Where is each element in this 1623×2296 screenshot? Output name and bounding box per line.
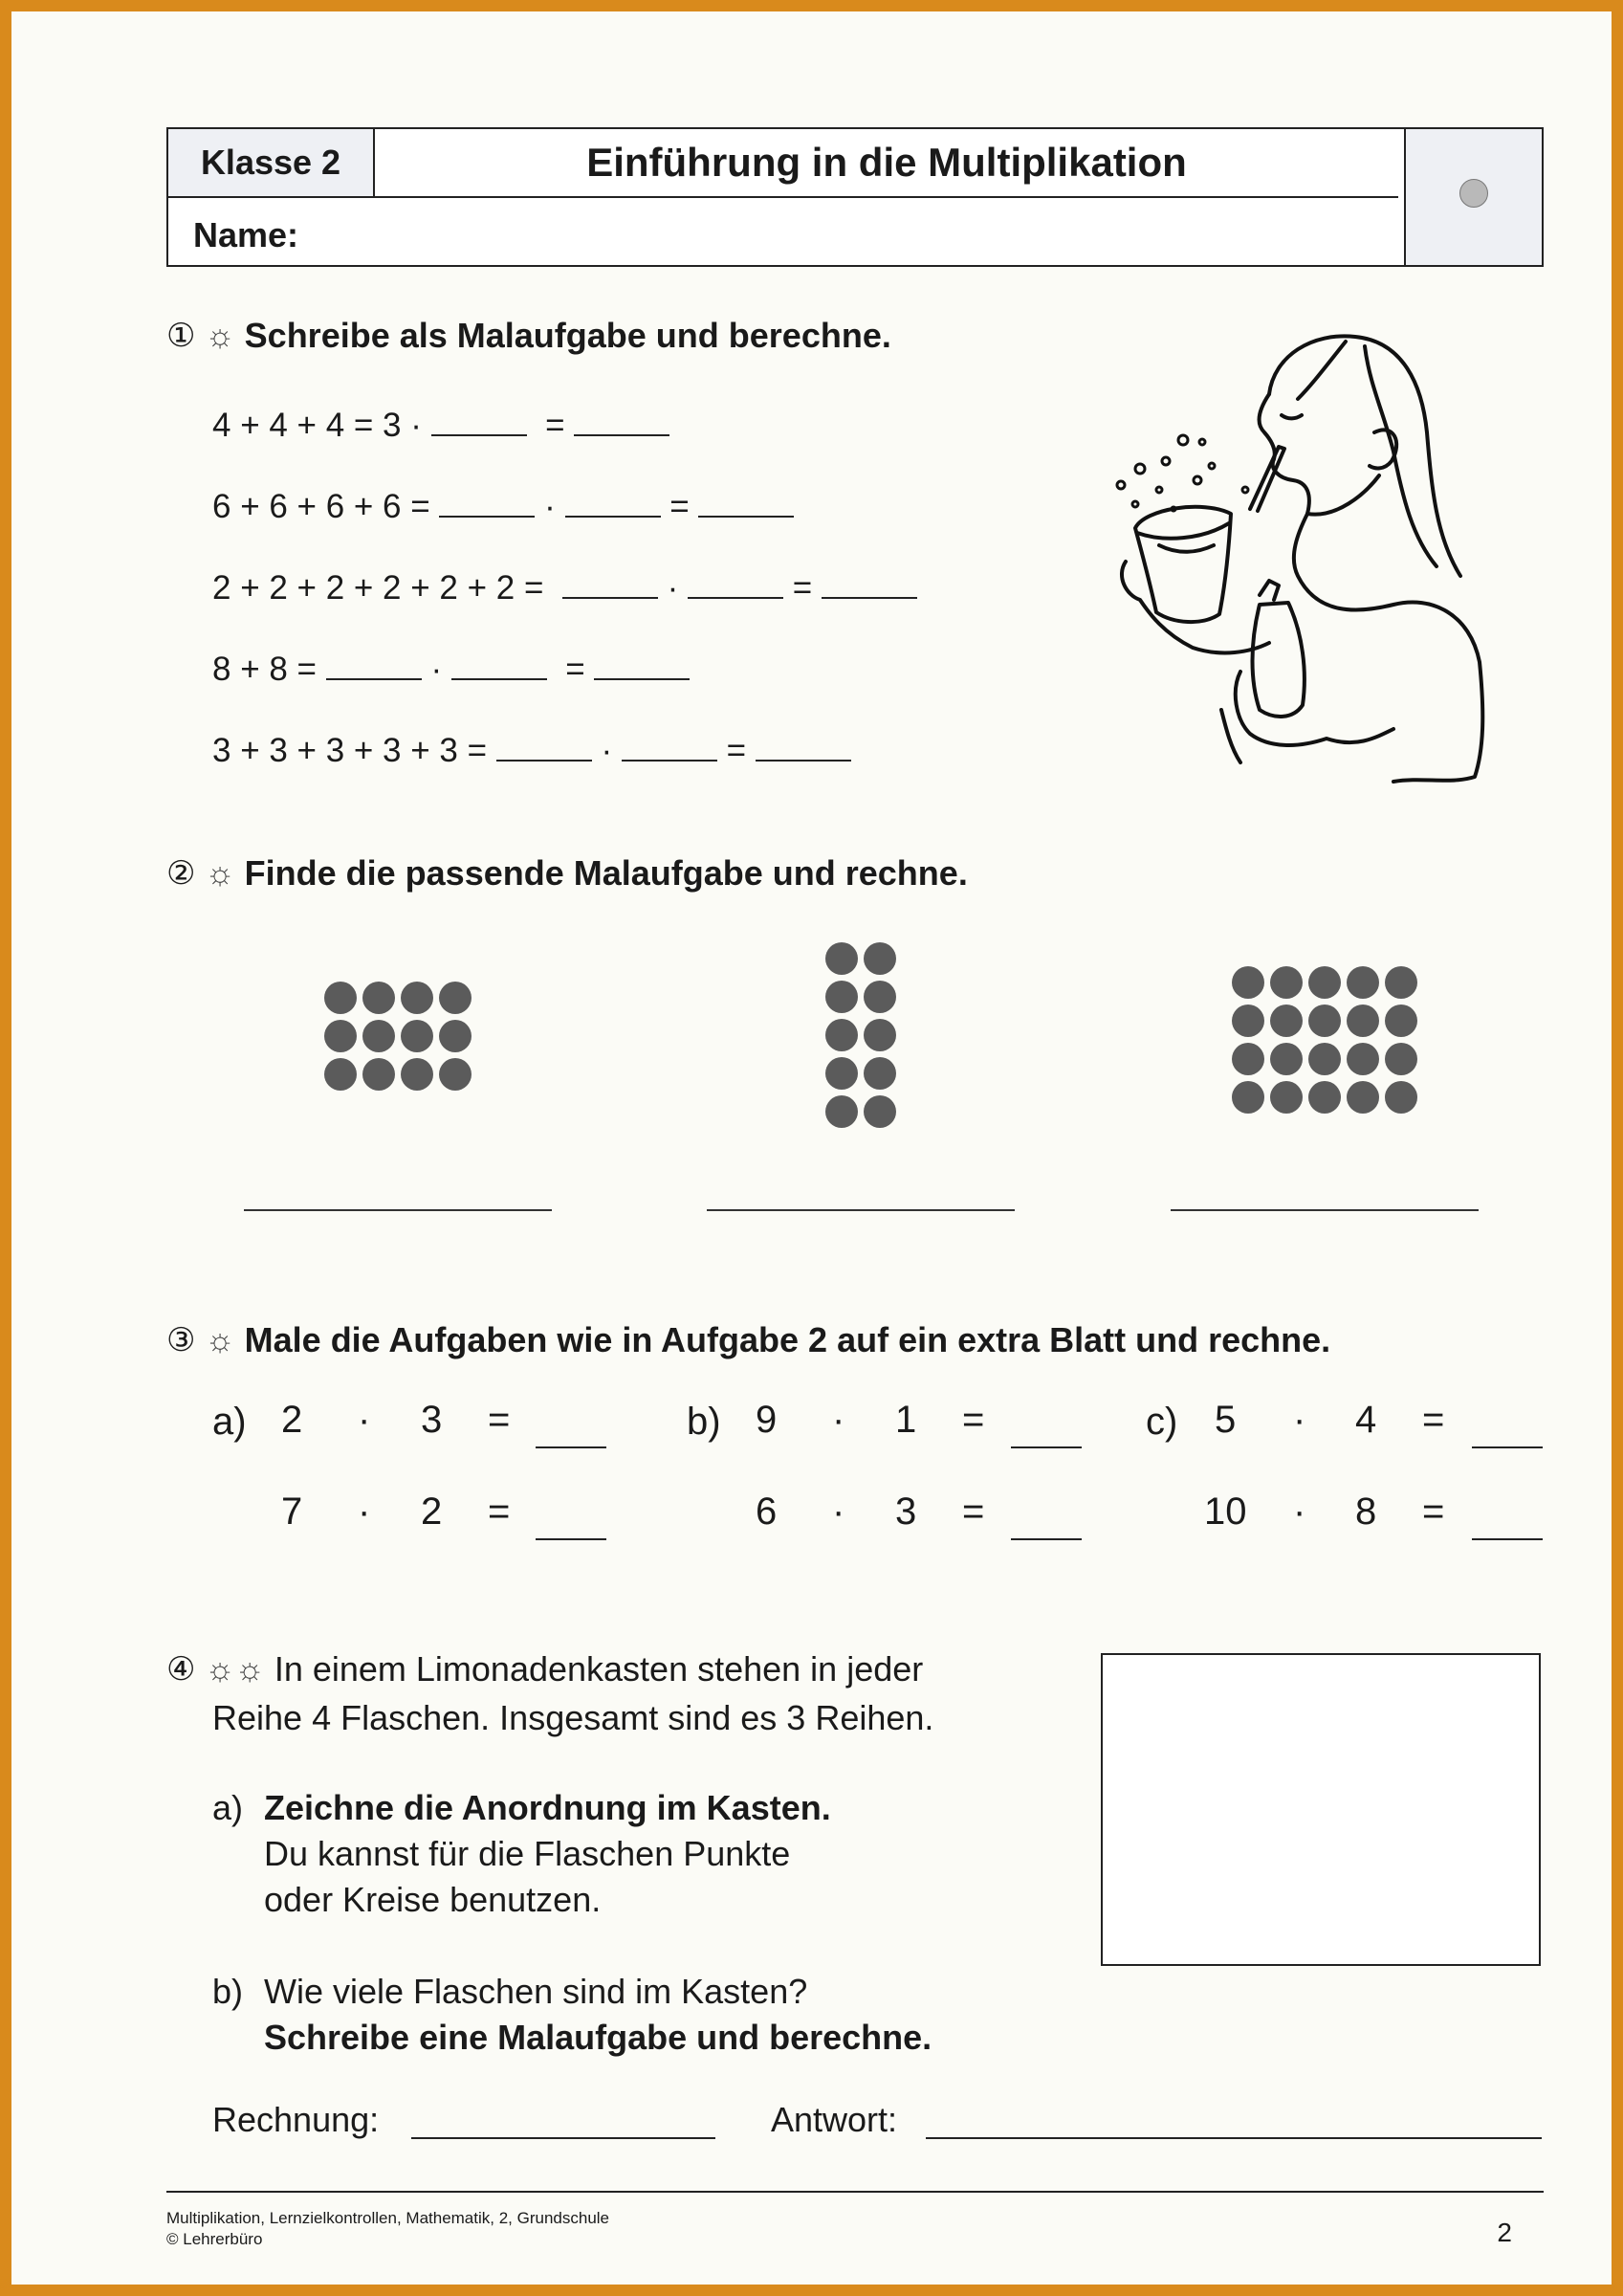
answer-blank[interactable]	[822, 566, 917, 599]
dot	[864, 942, 896, 975]
group-label: b)	[687, 1401, 721, 1443]
page-title: Einführung in die Multiplikation	[375, 129, 1398, 198]
dot	[362, 982, 395, 1014]
dot	[439, 982, 472, 1014]
task1-heading	[166, 316, 891, 356]
dot	[1308, 1043, 1341, 1075]
header-box	[166, 127, 1544, 267]
answer-blank[interactable]	[1472, 1446, 1543, 1448]
answer-line[interactable]	[244, 1209, 552, 1211]
factor: 5	[1215, 1399, 1237, 1441]
dot	[1347, 1004, 1379, 1037]
sun-icon: ☼☼	[205, 1650, 265, 1688]
dot	[1385, 1004, 1417, 1037]
dot	[1308, 966, 1341, 999]
dot	[1347, 966, 1379, 999]
equals-sign: =	[962, 1490, 985, 1533]
task4-b-question: Wie viele Flaschen sind im Kasten?	[264, 1972, 808, 2011]
equals-sign: =	[1422, 1399, 1445, 1441]
dot-grid	[324, 982, 472, 1091]
factor: 7	[281, 1490, 303, 1533]
dot-grid	[825, 942, 896, 1128]
dot	[825, 1019, 858, 1051]
name-label: Name:	[193, 215, 299, 254]
answer-blank[interactable]	[688, 566, 783, 599]
group-label: a)	[212, 1401, 247, 1443]
answer-blank[interactable]	[594, 648, 690, 680]
task4-heading	[166, 1649, 923, 1689]
dot	[825, 981, 858, 1013]
antwort-label: Antwort:	[771, 2100, 898, 2139]
task1-equation-4: 8 + 8 = · =	[212, 648, 690, 689]
task3-number: ③	[166, 1322, 196, 1358]
dot	[324, 1058, 357, 1091]
task1-equation-3: 2 + 2 + 2 + 2 + 2 + 2 = · =	[212, 566, 917, 607]
equals-sign: =	[488, 1399, 511, 1441]
dot	[1232, 1004, 1264, 1037]
factor: 2	[281, 1399, 303, 1441]
times-sign: ·	[832, 1490, 845, 1533]
dot	[401, 1020, 433, 1052]
task3-instruction: Male die Aufgaben wie in Aufgabe 2 auf ein extra Blatt und rechne.	[244, 1320, 1331, 1359]
task4-a-text: oder Kreise benutzen.	[264, 1880, 602, 1919]
rechnung-line[interactable]	[411, 2137, 715, 2139]
answer-blank[interactable]	[1011, 1538, 1082, 1540]
dot	[864, 1057, 896, 1090]
task4-intro-line1: In einem Limonadenkasten stehen in jeder	[274, 1649, 924, 1689]
times-sign: ·	[1293, 1490, 1306, 1533]
rechnung-label: Rechnung:	[212, 2100, 380, 2139]
task2-instruction: Finde die passende Malaufgabe und rechne.	[244, 853, 968, 893]
dot	[1347, 1043, 1379, 1075]
girl-drinking-illustration	[1107, 327, 1489, 796]
factor: 3	[421, 1399, 443, 1441]
answer-blank[interactable]	[565, 485, 661, 518]
task1-equation-1: 4 + 4 + 4 = 3 · =	[212, 404, 669, 445]
answer-blank[interactable]	[431, 404, 527, 436]
answer-blank[interactable]	[756, 729, 851, 762]
dot	[1270, 1004, 1303, 1037]
task1-number: ①	[166, 318, 196, 354]
task1-instruction: Schreibe als Malaufgabe und berechne.	[244, 316, 891, 355]
dot	[864, 1095, 896, 1128]
answer-blank[interactable]	[451, 648, 547, 680]
factor: 2	[421, 1490, 443, 1533]
task4-number: ④	[166, 1651, 196, 1688]
dot	[864, 981, 896, 1013]
dot	[362, 1020, 395, 1052]
task1-equation-5: 3 + 3 + 3 + 3 + 3 = · =	[212, 729, 851, 770]
dot	[1385, 1043, 1417, 1075]
dot	[825, 1095, 858, 1128]
dot	[1270, 966, 1303, 999]
factor: 1	[895, 1399, 917, 1441]
factor: 10	[1204, 1490, 1247, 1533]
dot	[825, 942, 858, 975]
sun-icon: ☼	[205, 854, 235, 892]
dot	[1308, 1081, 1341, 1114]
dot	[324, 982, 357, 1014]
stamp-dot-icon	[1459, 179, 1488, 208]
class-label: Klasse 2	[168, 129, 375, 198]
dot-grid	[1232, 966, 1417, 1114]
answer-blank[interactable]	[326, 648, 422, 680]
task2-number: ②	[166, 855, 196, 892]
antwort-line[interactable]	[926, 2137, 1542, 2139]
equals-sign: =	[1422, 1490, 1445, 1533]
answer-blank[interactable]	[536, 1446, 606, 1448]
answer-blank[interactable]	[1472, 1538, 1543, 1540]
sun-icon: ☼	[205, 317, 235, 354]
dot	[1347, 1081, 1379, 1114]
dot	[1232, 1043, 1264, 1075]
dot	[1385, 1081, 1417, 1114]
answer-blank[interactable]	[698, 485, 794, 518]
dot	[825, 1057, 858, 1090]
task4-a-text: Du kannst für die Flaschen Punkte	[264, 1834, 791, 1873]
answer-blank[interactable]	[536, 1538, 606, 1540]
equals-sign: =	[488, 1490, 511, 1533]
answer-blank[interactable]	[574, 404, 669, 436]
factor: 9	[756, 1399, 778, 1441]
task4-b-instruction: Schreibe eine Malaufgabe und berechne.	[264, 2018, 932, 2057]
stamp-box	[1404, 129, 1542, 265]
dot	[401, 982, 433, 1014]
times-sign: ·	[832, 1399, 845, 1441]
factor: 4	[1355, 1399, 1377, 1441]
answer-blank[interactable]	[622, 729, 717, 762]
factor: 6	[756, 1490, 778, 1533]
answer-blank[interactable]	[439, 485, 535, 518]
dot	[1308, 1004, 1341, 1037]
footer-divider	[166, 2191, 1544, 2193]
page-number: 2	[1497, 2218, 1512, 2247]
dot	[864, 1019, 896, 1051]
answer-blank[interactable]	[562, 566, 658, 599]
footer-text: Multiplikation, Lernzielkontrollen, Mathematik, 2, Grundschule © Lehrerbüro	[166, 2209, 610, 2248]
factor: 8	[1355, 1490, 1377, 1533]
dot	[1270, 1043, 1303, 1075]
answer-line[interactable]	[707, 1209, 1015, 1211]
dot	[362, 1058, 395, 1091]
dot	[1270, 1081, 1303, 1114]
task1-equation-2: 6 + 6 + 6 + 6 = · =	[212, 485, 794, 526]
drawing-box[interactable]	[1101, 1653, 1541, 1966]
task4-b-label: b)	[212, 1972, 244, 2011]
times-sign: ·	[1293, 1399, 1306, 1441]
dot	[1232, 966, 1264, 999]
task4-a-label: a)	[212, 1788, 244, 1827]
dot	[401, 1058, 433, 1091]
times-sign: ·	[358, 1399, 371, 1441]
dot	[439, 1020, 472, 1052]
answer-line[interactable]	[1171, 1209, 1479, 1211]
dot	[1385, 966, 1417, 999]
equals-sign: =	[962, 1399, 985, 1441]
answer-blank[interactable]	[496, 729, 592, 762]
task2-heading	[166, 853, 968, 894]
answer-blank[interactable]	[1011, 1446, 1082, 1448]
sun-icon: ☼	[205, 1321, 235, 1358]
times-sign: ·	[358, 1490, 371, 1533]
dot	[439, 1058, 472, 1091]
factor: 3	[895, 1490, 917, 1533]
task4-intro-line2: Reihe 4 Flaschen. Insgesamt sind es 3 Reihen.	[212, 1698, 934, 1737]
dot	[1232, 1081, 1264, 1114]
dot	[324, 1020, 357, 1052]
task4-a-instruction: Zeichne die Anordnung im Kasten.	[264, 1788, 831, 1827]
group-label: c)	[1146, 1401, 1178, 1443]
task3-heading	[166, 1320, 1330, 1360]
